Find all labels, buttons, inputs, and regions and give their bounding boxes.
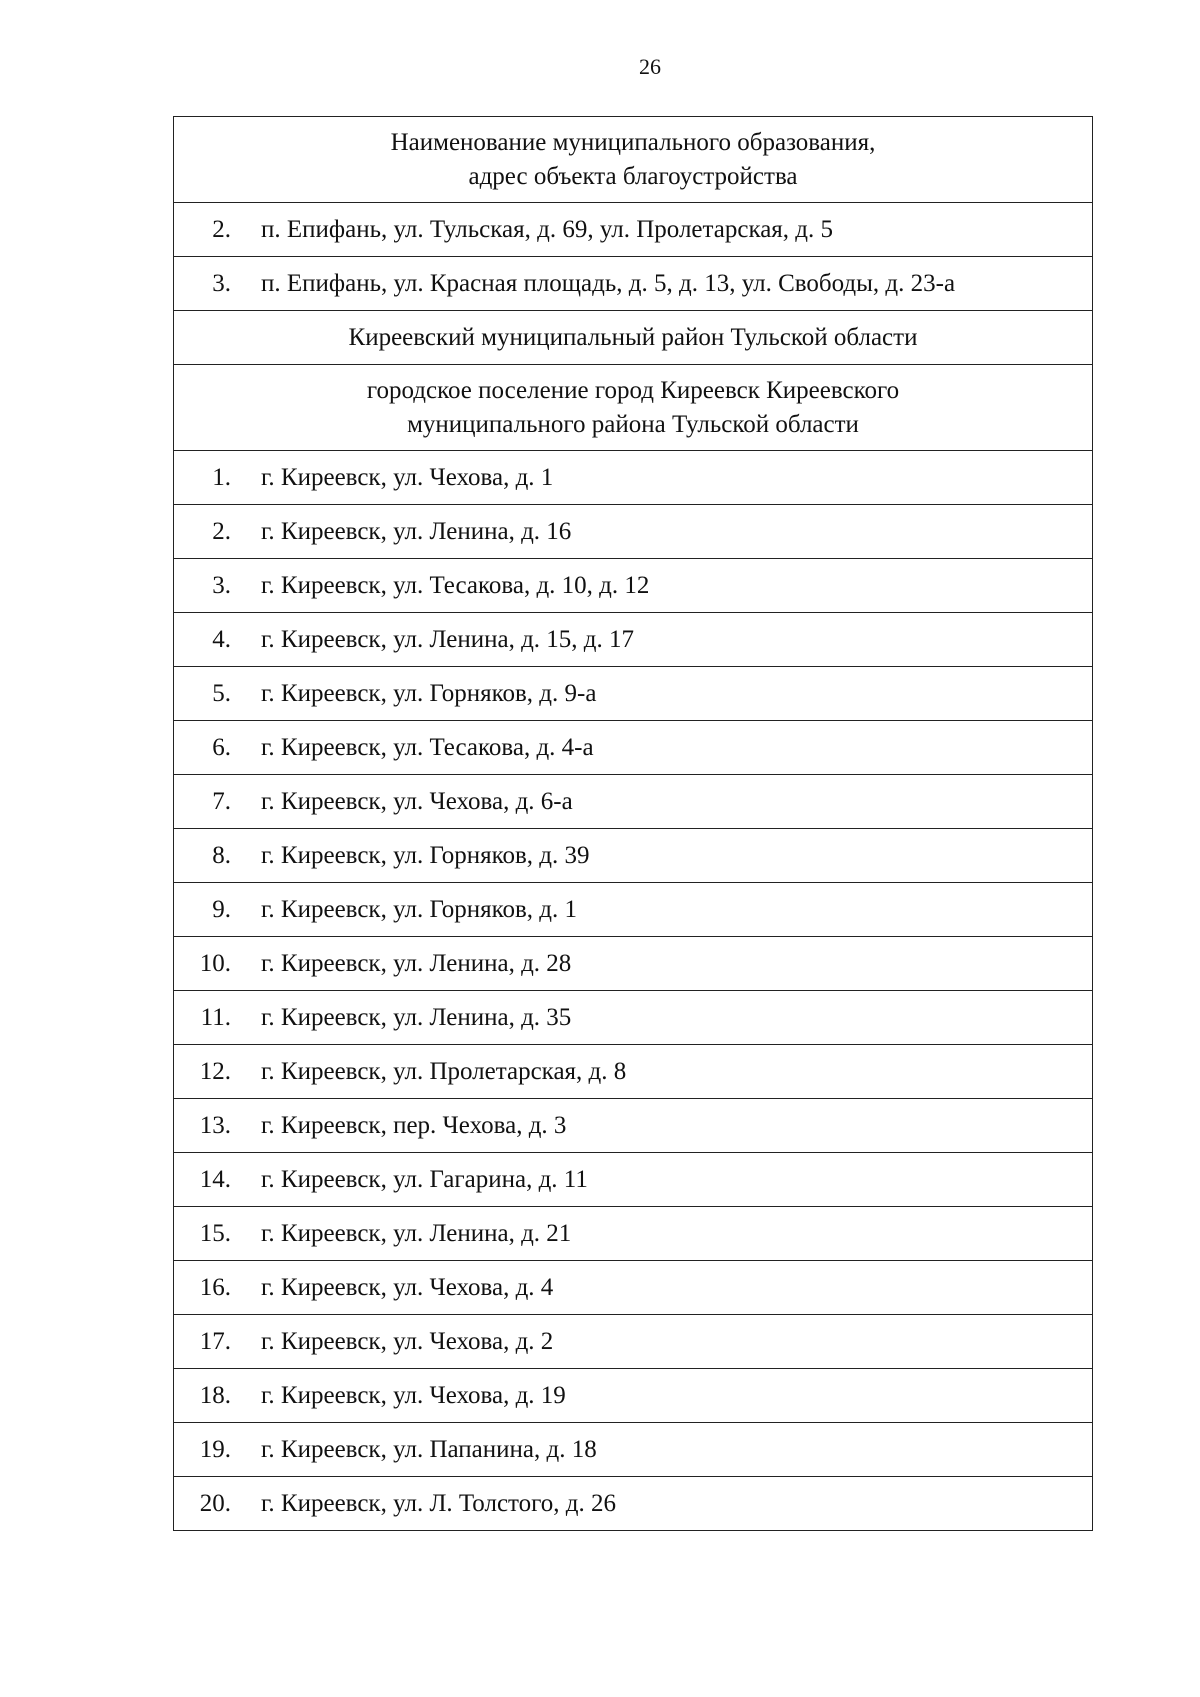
settlement-title-line-2: муниципального района Тульской области — [407, 410, 859, 438]
row-number: 4. — [212, 625, 231, 653]
row-address: г. Киреевск, ул. Ленина, д. 28 — [261, 949, 572, 977]
row-number: 12. — [199, 1057, 231, 1085]
table-cell — [174, 1045, 1093, 1099]
row-number: 3. — [212, 269, 231, 297]
table-cell — [174, 937, 1093, 991]
row-number: 1. — [212, 463, 231, 491]
table-cell — [174, 451, 1093, 505]
table-header-cell — [174, 117, 1093, 203]
address-table — [173, 116, 1093, 1531]
table-cell — [174, 1423, 1093, 1477]
table-cell — [174, 257, 1093, 311]
header-line-2: адрес объекта благоустройства — [468, 162, 798, 190]
table-row — [174, 505, 1093, 559]
table-header-row — [174, 117, 1093, 203]
row-number: 6. — [212, 733, 231, 761]
row-number: 9. — [212, 895, 231, 923]
row-address: г. Киреевск, ул. Ленина, д. 21 — [261, 1219, 572, 1247]
table-cell — [174, 1261, 1093, 1315]
table-cell — [174, 991, 1093, 1045]
row-address: г. Киреевск, ул. Ленина, д. 16 — [261, 517, 572, 545]
table-row — [174, 613, 1093, 667]
row-address: п. Епифань, ул. Тульская, д. 69, ул. Пролетарская, д. 5 — [261, 215, 834, 243]
row-address: г. Киреевск, ул. Л. Толстого, д. 26 — [261, 1489, 616, 1517]
row-address: г. Киреевск, ул. Пролетарская, д. 8 — [261, 1057, 627, 1085]
row-number: 20. — [199, 1489, 231, 1517]
row-number: 17. — [199, 1327, 231, 1355]
table-row — [174, 203, 1093, 257]
page-number: 26 — [639, 54, 661, 79]
table-cell — [174, 883, 1093, 937]
row-address: г. Киреевск, ул. Чехова, д. 19 — [261, 1381, 566, 1409]
row-number: 13. — [199, 1111, 231, 1139]
row-number: 15. — [199, 1219, 231, 1247]
row-address: г. Киреевск, ул. Ленина, д. 15, д. 17 — [261, 625, 635, 653]
table-row — [174, 1369, 1093, 1423]
table-row — [174, 775, 1093, 829]
row-number: 5. — [212, 679, 231, 707]
row-address: г. Киреевск, пер. Чехова, д. 3 — [261, 1111, 567, 1139]
settlement-title-line-1: городское поселение город Киреевск Киреевского — [366, 376, 900, 404]
row-number: 16. — [199, 1273, 231, 1301]
settlement-title — [174, 365, 1093, 451]
table-row — [174, 883, 1093, 937]
table-row — [174, 1207, 1093, 1261]
table-cell — [174, 1099, 1093, 1153]
row-number: 19. — [199, 1435, 231, 1463]
row-address: п. Епифань, ул. Красная площадь, д. 5, д. 13, ул. Свободы, д. 23-а — [261, 269, 956, 297]
table-cell — [174, 559, 1093, 613]
settlement-title-row — [174, 365, 1093, 451]
table-cell — [174, 1477, 1093, 1531]
row-number: 2. — [212, 215, 231, 243]
table-row — [174, 1099, 1093, 1153]
row-address: г. Киреевск, ул. Ленина, д. 35 — [261, 1003, 572, 1031]
table-row — [174, 1423, 1093, 1477]
table-cell — [174, 613, 1093, 667]
table-cell — [174, 775, 1093, 829]
row-number: 10. — [199, 949, 231, 977]
table-row — [174, 257, 1093, 311]
table-cell — [174, 829, 1093, 883]
row-number: 8. — [212, 841, 231, 869]
table-cell — [174, 1153, 1093, 1207]
table-row — [174, 451, 1093, 505]
row-number: 18. — [199, 1381, 231, 1409]
row-number: 3. — [212, 571, 231, 599]
table-row — [174, 721, 1093, 775]
table-cell — [174, 1207, 1093, 1261]
table-row — [174, 829, 1093, 883]
row-address: г. Киреевск, ул. Горняков, д. 9-а — [261, 679, 597, 707]
row-address: г. Киреевск, ул. Тесакова, д. 10, д. 12 — [261, 571, 650, 599]
table-row — [174, 1045, 1093, 1099]
row-number: 7. — [212, 787, 231, 815]
row-address: г. Киреевск, ул. Чехова, д. 4 — [261, 1273, 554, 1301]
table-row — [174, 991, 1093, 1045]
table-cell — [174, 203, 1093, 257]
table-cell — [174, 505, 1093, 559]
row-number: 2. — [212, 517, 231, 545]
table-cell — [174, 1315, 1093, 1369]
district-title-row — [174, 311, 1093, 365]
table-row — [174, 559, 1093, 613]
table-row — [174, 1261, 1093, 1315]
table-row — [174, 1315, 1093, 1369]
row-number: 11. — [200, 1003, 231, 1031]
row-address: г. Киреевск, ул. Чехова, д. 1 — [261, 463, 554, 491]
table-cell — [174, 667, 1093, 721]
table-row — [174, 937, 1093, 991]
table-cell — [174, 1369, 1093, 1423]
table-row — [174, 1477, 1093, 1531]
table-row — [174, 1153, 1093, 1207]
row-address: г. Киреевск, ул. Папанина, д. 18 — [261, 1435, 597, 1463]
table-cell — [174, 721, 1093, 775]
row-address: г. Киреевск, ул. Горняков, д. 1 — [261, 895, 577, 923]
table-row — [174, 667, 1093, 721]
row-address: г. Киреевск, ул. Чехова, д. 2 — [261, 1327, 554, 1355]
row-address: г. Киреевск, ул. Чехова, д. 6-а — [261, 787, 573, 815]
district-title: Киреевский муниципальный район Тульской области — [174, 311, 1093, 365]
row-address: г. Киреевск, ул. Гагарина, д. 11 — [261, 1165, 588, 1193]
header-line-1: Наименование муниципального образования, — [390, 128, 876, 156]
row-address: г. Киреевск, ул. Горняков, д. 39 — [261, 841, 590, 869]
row-address: г. Киреевск, ул. Тесакова, д. 4-а — [261, 733, 594, 761]
row-number: 14. — [199, 1165, 231, 1193]
